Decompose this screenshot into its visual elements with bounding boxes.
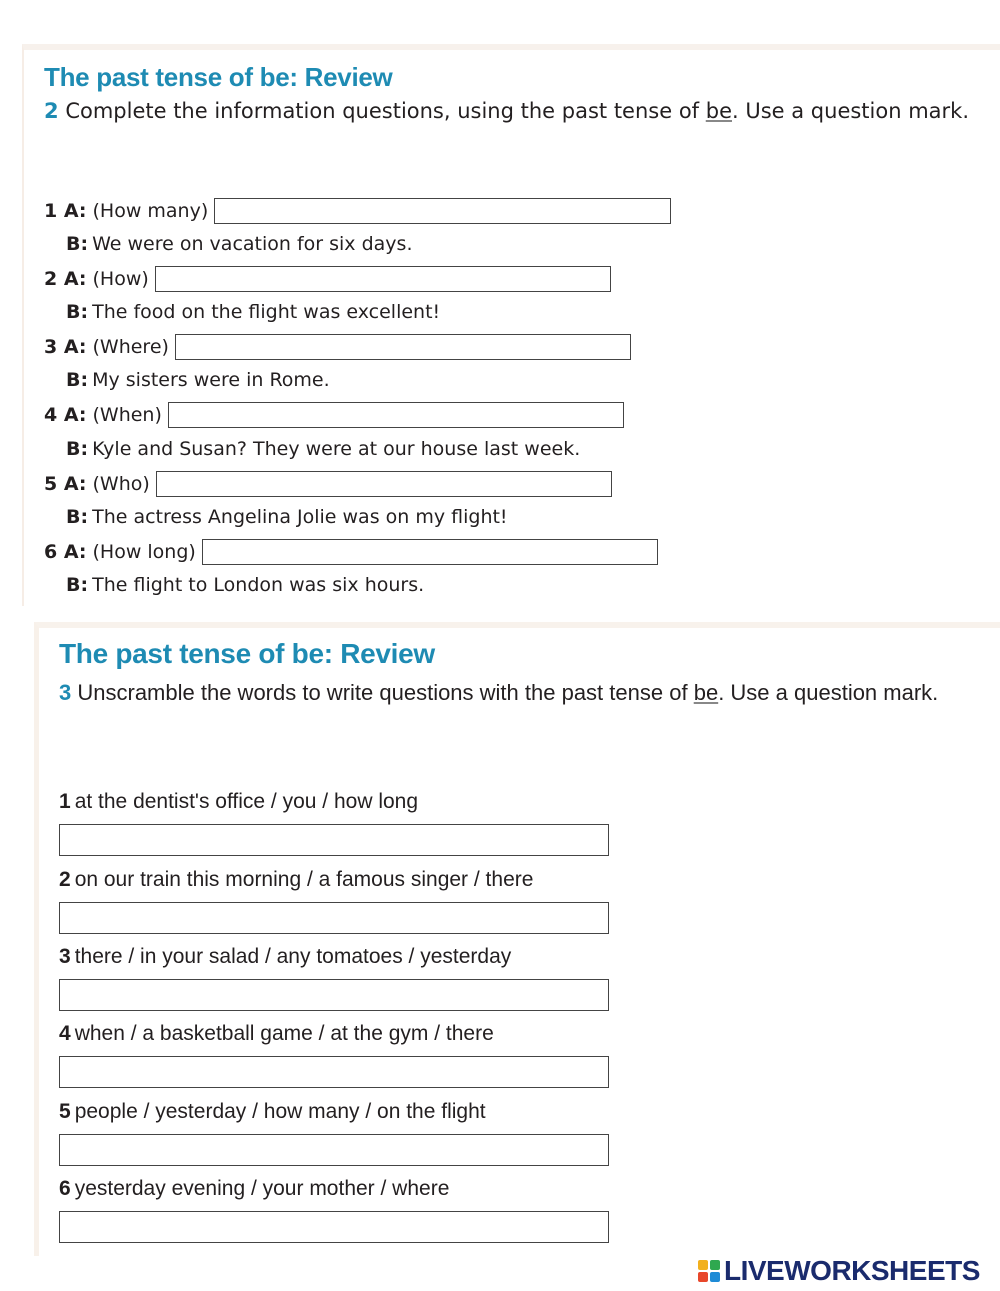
question-row-1 — [44, 196, 671, 226]
question-row-5 — [44, 469, 612, 499]
response-row-3 — [66, 369, 330, 391]
prompt-number: 5 — [59, 1100, 71, 1123]
logo-text: LIVEWORKSHEETS — [724, 1255, 980, 1286]
prompt-number: 1 — [59, 790, 71, 813]
question-row-4 — [44, 400, 624, 430]
exercise-3-instruction — [59, 678, 1000, 708]
question-number: 4 A: — [44, 404, 87, 426]
response-label: B: — [66, 506, 89, 528]
prompt-number: 6 — [59, 1177, 71, 1200]
response-row-2 — [66, 301, 440, 323]
response-label: B: — [66, 574, 89, 596]
prompt-text: at the dentist's office / you / how long — [74, 790, 419, 813]
response-row-5 — [66, 506, 508, 528]
scramble-prompt-2 — [59, 868, 533, 892]
scramble-prompt-3 — [59, 945, 511, 969]
instruction-text-end: . Use a question mark. — [732, 99, 969, 123]
response-text: The food on the flight was excellent! — [92, 301, 441, 323]
exercise-3-title: The past tense of be: Review — [59, 638, 435, 669]
prompt-text: yesterday evening / your mother / where — [74, 1177, 450, 1200]
response-label: B: — [66, 233, 89, 255]
prompt-number: 2 — [59, 868, 71, 891]
question-number: 5 A: — [44, 473, 87, 495]
exercise-2-card — [22, 44, 1000, 606]
answer-input-4[interactable] — [168, 402, 624, 428]
prompt-text: people / yesterday / how many / on the flight — [74, 1100, 486, 1123]
answer-input-5[interactable] — [156, 471, 612, 497]
instruction-text: Unscramble the words to write questions with the past tense of — [77, 680, 688, 705]
exercise-2-instruction — [44, 98, 1000, 124]
question-cue: (How many) — [92, 200, 209, 222]
answer-input-3[interactable] — [175, 334, 631, 360]
question-cue: (Who) — [92, 473, 150, 495]
question-number: 1 A: — [44, 200, 87, 222]
liveworksheets-logo[interactable] — [698, 1255, 980, 1287]
scramble-prompt-1 — [59, 790, 418, 814]
question-cue: (How long) — [92, 541, 196, 563]
instruction-text: Complete the information questions, using the past tense of — [65, 99, 700, 123]
response-label: B: — [66, 301, 89, 323]
instruction-keyword: be — [705, 99, 732, 123]
question-row-6 — [44, 537, 658, 567]
response-text: The actress Angelina Jolie was on my flight! — [92, 506, 508, 528]
question-number: 6 A: — [44, 541, 87, 563]
response-row-4 — [66, 438, 580, 460]
question-row-3 — [44, 332, 631, 362]
scramble-prompt-4 — [59, 1022, 494, 1046]
response-text: The flight to London was six hours. — [92, 574, 425, 596]
scramble-answer-input-5[interactable] — [59, 1134, 609, 1166]
response-label: B: — [66, 369, 89, 391]
question-cue: (How) — [92, 268, 149, 290]
question-number: 3 A: — [44, 336, 87, 358]
scramble-prompt-5 — [59, 1100, 486, 1124]
scramble-answer-input-4[interactable] — [59, 1056, 609, 1088]
prompt-number: 4 — [59, 1022, 71, 1045]
scramble-prompt-6 — [59, 1177, 449, 1201]
prompt-text: on our train this morning / a famous singer / there — [74, 868, 534, 891]
question-row-2 — [44, 264, 611, 294]
exercise-3-card — [34, 622, 1000, 1256]
instruction-text-end: . Use a question mark. — [718, 680, 939, 705]
prompt-text: when / a basketball game / at the gym / there — [74, 1022, 494, 1045]
scramble-answer-input-2[interactable] — [59, 902, 609, 934]
exercise-2-title: The past tense of be: Review — [44, 62, 393, 92]
question-number: 2 A: — [44, 268, 87, 290]
answer-input-2[interactable] — [155, 266, 611, 292]
response-text: Kyle and Susan? They were at our house last week. — [92, 438, 581, 460]
liveworksheets-logo-icon — [698, 1260, 720, 1282]
answer-input-1[interactable] — [214, 198, 671, 224]
scramble-answer-input-1[interactable] — [59, 824, 609, 856]
response-text: My sisters were in Rome. — [92, 369, 330, 391]
exercise-2-number: 2 — [44, 99, 59, 123]
prompt-number: 3 — [59, 945, 71, 968]
response-text: We were on vacation for six days. — [92, 233, 413, 255]
exercise-3-number: 3 — [59, 680, 72, 705]
scramble-answer-input-3[interactable] — [59, 979, 609, 1011]
question-cue: (When) — [92, 404, 162, 426]
response-row-1 — [66, 233, 412, 255]
question-cue: (Where) — [92, 336, 169, 358]
response-label: B: — [66, 438, 89, 460]
response-row-6 — [66, 574, 424, 596]
instruction-keyword: be — [693, 680, 719, 705]
scramble-answer-input-6[interactable] — [59, 1211, 609, 1243]
prompt-text: there / in your salad / any tomatoes / yesterday — [74, 945, 512, 968]
answer-input-6[interactable] — [202, 539, 658, 565]
